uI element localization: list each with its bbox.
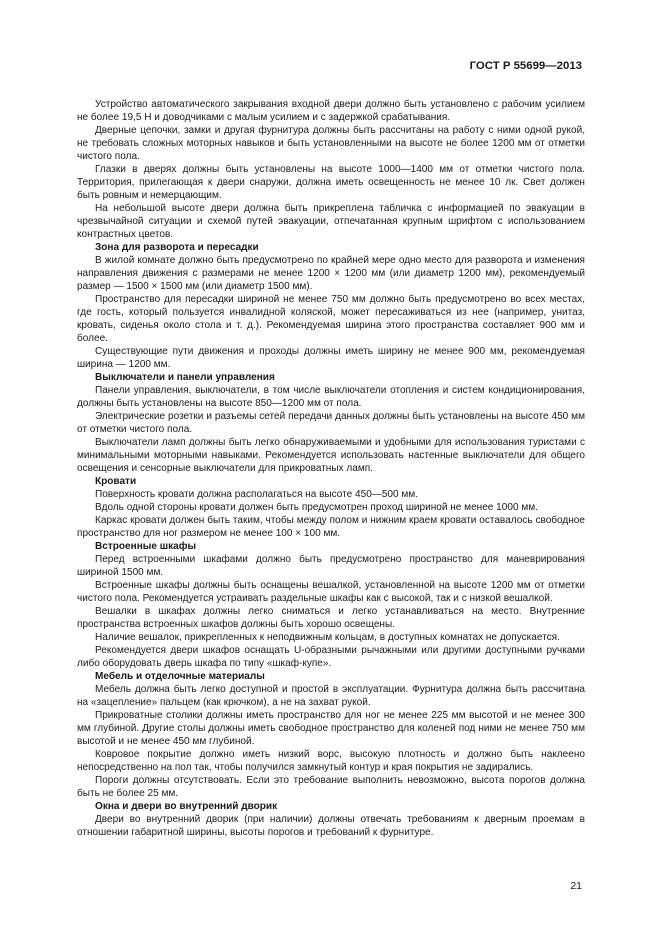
- body-paragraph: Панели управления, выключатели, в том числе выключатели отопления и систем кондиционирования, должны быть установлены на высоте 850—1200 мм от пола.: [77, 385, 585, 409]
- body-paragraph: Пороги должны отсутствовать. Если это требование выполнить невозможно, высота порогов должна быть не более 25 мм.: [77, 775, 585, 799]
- body-paragraph: Мебель должна быть легко доступной и простой в эксплуатации. Фурнитура должна быть рассчитана на «зацепление» пальцем (как крючком), а не на захват рукой.: [77, 684, 585, 708]
- section-heading: Окна и двери во внутренний дворик: [95, 801, 278, 812]
- body-paragraph: Ковровое покрытие должно иметь низкий ворс, высокую плотность и должно быть наклеено непосредственно на пол так, чтобы получился замкнутый контур и края покрытия не задирались.: [77, 749, 585, 773]
- document-header: ГОСТ Р 55699—2013: [469, 60, 582, 72]
- section-heading: Мебель и отделочные материалы: [95, 671, 265, 682]
- body-paragraph: Поверхность кровати должна располагаться на высоте 450—500 мм.: [95, 489, 418, 500]
- body-paragraph: На небольшой высоте двери должна быть прикреплена табличка с информацией по эвакуации в чрезвычайной ситуации и схемой путей эвакуации, отпечатанная крупным шрифтом с использованием контрастных цветов.: [77, 203, 585, 240]
- body-paragraph: Встроенные шкафы должны быть оснащены вешалкой, установленной на высоте 1200 мм от отметки чистого пола. Рекомендуется устраивать раздельные шкафы как с высокой, так и с низкой вешалкой.: [77, 580, 585, 604]
- body-paragraph: В жилой комнате должно быть предусмотрено по крайней мере одно место для разворота и изменения направления движения с размерами не менее 1200 × 1200 мм (или диаметр 1200 мм), рекомендуемый размер — 1500 × 1500 мм (или диаметр 1500 мм).: [77, 255, 585, 292]
- section-heading: Кровати: [95, 476, 137, 487]
- body-paragraph: Каркас кровати должен быть таким, чтобы между полом и нижним краем кровати оставалось свободное пространство для ног размером не менее 100 × 100 мм.: [77, 515, 585, 539]
- body-paragraph: Рекомендуется двери шкафов оснащать U-образными рычажными или другими доступными ручками либо оборудовать дверь шкафа по типу «шкаф-купе».: [77, 645, 585, 669]
- body-paragraph: Вешалки в шкафах должны легко сниматься и легко устанавливаться на место. Внутренние пространства встроенных шкафов должны быть хорошо освещены.: [77, 606, 585, 630]
- page-number: 21: [570, 880, 582, 892]
- body-paragraph: Устройство автоматического закрывания входной двери должно быть установлено с рабочим усилием не более 19,5 Н и доводчиками с малым усилием и с задержкой срабатывания.: [77, 99, 585, 123]
- body-paragraph: Наличие вешалок, прикрепленных к неподвижным кольцам, в доступных комнатах не допускается.: [95, 632, 560, 643]
- body-paragraph: Перед встроенными шкафами должно быть предусмотрено пространство для маневрирования шириной 1500 мм.: [77, 554, 585, 578]
- section-heading: Выключатели и панели управления: [95, 372, 275, 383]
- body-paragraph: Существующие пути движения и проходы должны иметь ширину не менее 900 мм, рекомендуемая ширина — 1200 мм.: [77, 346, 585, 370]
- document-body: [77, 98, 585, 839]
- body-paragraph: Двери во внутренний дворик (при наличии) должны отвечать требованиям к дверным проемам в отношении габаритной ширины, высоты порогов и требований к фурнитуре.: [77, 814, 585, 838]
- body-paragraph: Прикроватные столики должны иметь пространство для ног не менее 225 мм высотой и не менее 300 мм глубиной. Другие столы должны иметь свободное пространство для коленей под ними не менее 750 мм высотой и не менее 450 мм глубиной.: [77, 710, 585, 747]
- body-paragraph: Электрические розетки и разъемы сетей передачи данных должны быть установлены на высоте 450 мм от отметки чистого пола.: [77, 411, 585, 435]
- section-heading: Зона для разворота и пересадки: [95, 242, 259, 253]
- body-paragraph: Пространство для пересадки шириной не менее 750 мм должно быть предусмотрено во всех местах, где гость, который пользуется инвалидной коляской, может пересаживаться из нее (например, унитаз, кровать, сиденья около стола и т. д.). Рекомендуемая ширина этого пространства составляет 900 мм и более.: [77, 294, 585, 344]
- body-paragraph: Выключатели ламп должны быть легко обнаруживаемыми и удобными для использования туристами с минимальными моторными навыками. Рекомендуется использовать настенные выключатели для общего освещения и сенсорные выключатели для прикроватных ламп.: [77, 437, 585, 474]
- body-paragraph: Вдоль одной стороны кровати должен быть предусмотрен проход шириной не менее 1000 мм.: [95, 502, 538, 513]
- body-paragraph: Глазки в дверях должны быть установлены на высоте 1000—1400 мм от отметки чистого пола. Территория, прилегающая к двери снаружи, должна иметь освещенность не менее 10 лк. Свет должен быть ровным и немерцающим.: [77, 164, 585, 201]
- section-heading: Встроенные шкафы: [95, 541, 197, 552]
- body-paragraph: Дверные цепочки, замки и другая фурнитура должны быть рассчитаны на работу с ними одной рукой, не требовать сложных моторных навыков и быть установленными на высоте не более 1200 мм от отметки чистого пола.: [77, 125, 585, 162]
